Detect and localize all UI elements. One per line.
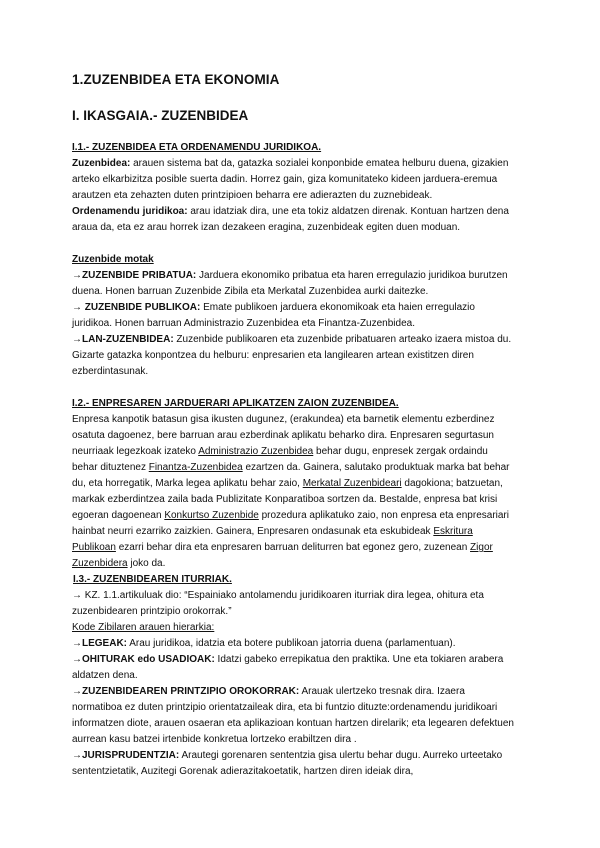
list-item [72,636,514,652]
underlined-term: Merkatal Zuzenbideari [302,478,402,489]
list-item [72,652,514,684]
text: joko da. [127,558,166,569]
term: →ZUZENBIDE PRIBATUA: [72,270,197,281]
section-heading-2: I.2.- ENPRESAREN JARDUERARI APLIKATZEN ZAION ZUZENBIDEA. [72,398,399,409]
text: ezartzen da. Gainera, salutako produktuak marka bat behar du, eta horregatik, Marka legea aplikatu behar zaio, [72,462,510,489]
text: behar dugu, enpresek zergak ordaindu behar dituztenez [72,446,488,473]
lesson-title: I. IKASGAIA.- ZUZENBIDEA [72,108,249,123]
list-item [72,300,514,332]
underlined-term: Eskritura Publikoan [72,526,473,553]
item-text: Jarduera ekonomiko pribatua eta haren erregulazio juridikoa burutzen duena. Honen barruan Zuzenbide Zibila eta Merkatal Zuzenbidea aurki daitezke. [72,270,508,297]
section-heading-1: I.1.- ZUZENBIDEA ETA ORDENAMENDU JURIDIKOA. [72,142,322,153]
subheading-zuzenbide-motak: Zuzenbide motak [72,254,154,265]
list-item [72,268,514,300]
underlined-term: Konkurtso Zuzenbide [164,510,259,521]
item-text: Zuzenbide publikoaren eta zuzenbide pribatuaren arteako izaera mistoa du. Gizarte gatazka konpontzea du helburu: enpresarien eta langilearen artean existitzen diren ezberdintasunak. [72,334,512,377]
text: Enpresa kanpotik batasun gisa ikusten dugunez, (erakundea) eta barnetik elementu ezberdinez osatuta dagoenez, bere barruan arau ezberdinak aplikatu beharko dira. Enpresaren segurtasun neurriaak legezkoak izateko [72,414,495,457]
hierarchy-label: Kode Zibilaren arauen hierarkia: [72,622,215,633]
underlined-term: Administrazio Zuzenbidea [198,446,314,457]
definition-zuzenbidea [72,156,514,204]
definition-text: arauen sistema bat da, gatazka sozialei konponbide ematea helburu duena, gizakien arteko elkarbizitza posible suerta dadin. Horrez gain, giza komunitateko kideen jarduera-eremua arautzen eta zehazten duten printzipioen beharra ere adierazten du zuznebideak. [72,158,509,201]
paragraph [72,412,514,572]
term: →OHITURAK edo USADIOAK: [72,654,215,665]
list-item [72,332,514,380]
term: →JURISPRUDENTZIA: [72,750,180,761]
quote-paragraph: → KZ. 1.1.artikuluak dio: “Espainiako antolamendu juridikoaren iturriak dira legea, ohitura eta zuzenbidearen printzipio orokorrak.” [72,590,484,617]
list-item [72,684,514,748]
term: →ZUZENBIDEAREN PRINTZIPIO OROKORRAK: [72,686,300,697]
item-text: Arauak ulertzeko tresnak dira. Izaera normatiboa ez duten printzipio orientatzaileak dira, eta bi funtzio dituzte:ordenamendu juridikoari informatzen diote, arauen osaeran eta aplikazioan kontuan hartzen direlarik; eta legearen defektuen aurrean kasu batzei irtenbide konkretua lortzeko erabiltzen dira . [72,686,514,745]
item-text: Arautegi gorenaren sententzia gisa ulertu behar dugu. Aurreko urteetako sententzietatik, Auzitegi Gorenak adierazitakoetatik, hartzen diren ideiak dira, [72,750,503,777]
text: ezarri behar dira eta enpresaren barruan deliturren bat egonez gero, zuzenean [115,542,471,553]
document-title: 1.ZUZENBIDEA ETA EKONOMIA [72,72,280,87]
text: dagokiona; batzuetan, markak ezberdintzea zaila bada Publizitate Konparatiboa sortzen da. Bestalde, enpresa bat krisi egoeran dagoenean [72,478,503,521]
definition-text: arau idatziak dira, une eta tokiz aldatzen direnak. Kontuan hartzen dena araua da, eta ez arau horrek izan dezakeen eragina, zuzenbideak egiten duen moduan. [72,206,509,233]
term: → ZUZENBIDE PUBLIKOA: [72,302,201,313]
term: Ordenamendu juridikoa: [72,206,188,217]
term: →LEGEAK: [72,638,127,649]
term: →LAN-ZUZENBIDEA: [72,334,174,345]
item-text: Arau juridikoa, idatzia eta botere publikoan jatorria duena (parlamentuan). [127,638,456,649]
underlined-term: Zigor Zuzenbidera [72,542,493,569]
term: Zuzenbidea: [72,158,131,169]
item-text: Emate publikoen jarduera ekonomikoak eta haien erregulazio juridikoa. Honen barruan Administrazio Zuzenbidea eta Finantza-Zuzenbidea. [72,302,475,329]
underlined-term: Finantza-Zuzenbidea [148,462,243,473]
text: prozedura aplikatuko zaio, non enpresa eta enpresariari hainbat neurri ezarriko zaizkien. Gainera, Enpresaren ondasunak eta eskubideak [72,510,509,537]
section-heading-3: I.3.- ZUZENBIDEAREN ITURRIAK. [73,574,232,585]
definition-ordenamendu [72,204,514,236]
item-text: Idatzi gabeko errepikatua den praktika. Une eta tokiaren arabera aldatzen dena. [72,654,504,681]
list-item [72,748,514,780]
